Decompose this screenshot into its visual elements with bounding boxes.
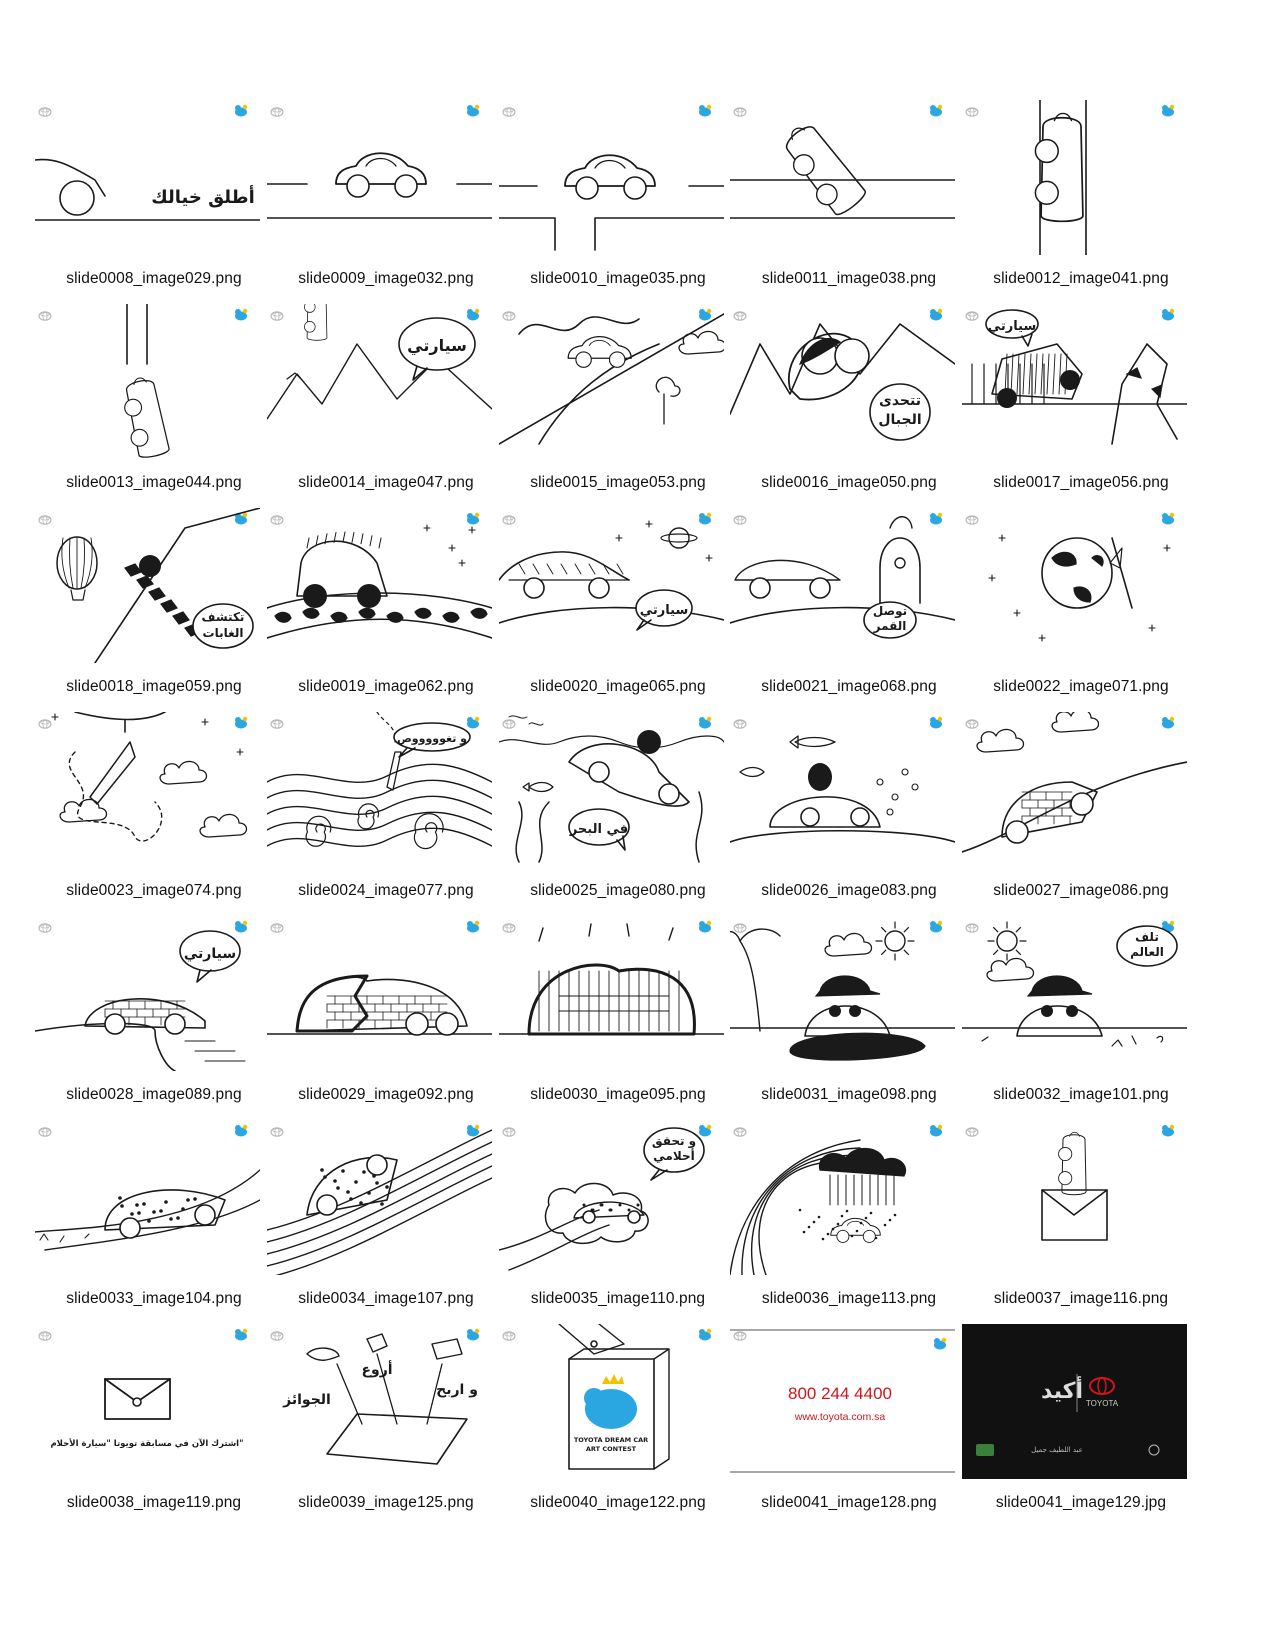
thumbnail-item[interactable] bbox=[32, 304, 276, 494]
slide-caption-text: الجوائز bbox=[283, 1392, 331, 1408]
thumbnail-filename: slide0034_image107.png bbox=[298, 1290, 474, 1307]
thumbnail-filename: slide0014_image047.png bbox=[298, 474, 474, 491]
thumbnail-item[interactable] bbox=[959, 100, 1203, 290]
thumbnail-item[interactable] bbox=[32, 916, 276, 1106]
slide-illustration bbox=[730, 100, 955, 255]
slide-illustration bbox=[962, 916, 1187, 1071]
slide-illustration bbox=[730, 1120, 955, 1275]
toyota-logo-icon bbox=[503, 516, 515, 525]
slide-illustration bbox=[730, 304, 955, 459]
thumbnail-item[interactable] bbox=[727, 916, 971, 1106]
slide-thumbnail[interactable] bbox=[267, 1324, 492, 1479]
speech-bubble-text: توصل bbox=[872, 604, 908, 618]
contest-mascot-icon bbox=[699, 309, 711, 321]
car-drawing bbox=[1002, 782, 1097, 843]
car-drawing bbox=[1059, 1132, 1087, 1194]
thumbnail-filename: slide0035_image110.png bbox=[530, 1290, 706, 1307]
slide-thumbnail[interactable] bbox=[962, 712, 1187, 867]
thumbnail-item[interactable] bbox=[727, 304, 971, 494]
thumbnail-filename: slide0020_image065.png bbox=[530, 678, 706, 695]
slide-illustration bbox=[499, 1324, 724, 1479]
thumbnail-item[interactable] bbox=[264, 916, 508, 1106]
thumbnail-item[interactable] bbox=[496, 1324, 740, 1514]
speech-bubble-text: و تغوووووص bbox=[396, 732, 468, 745]
car-drawing bbox=[805, 976, 890, 1036]
slide-thumbnail[interactable] bbox=[499, 304, 724, 459]
toyota-logo-icon bbox=[503, 312, 515, 321]
slide-thumbnail[interactable] bbox=[499, 100, 724, 255]
phone-number-text: 800 244 4400 bbox=[788, 1384, 892, 1403]
contest-mascot-icon bbox=[467, 513, 479, 525]
contest-mascot-icon bbox=[467, 921, 479, 933]
contest-mascot-icon bbox=[930, 1125, 942, 1137]
contest-mascot-icon bbox=[699, 513, 711, 525]
thumbnail-item[interactable] bbox=[496, 508, 740, 698]
thumbnail-filename: slide0012_image041.png bbox=[993, 270, 1169, 287]
slide-thumbnail[interactable] bbox=[730, 508, 955, 663]
slide-illustration bbox=[267, 304, 492, 459]
contest-mascot-icon bbox=[1162, 513, 1174, 525]
thumbnail-filename: slide0022_image071.png bbox=[993, 678, 1169, 695]
dealer-text: عبد اللطيف جميل bbox=[1031, 1446, 1083, 1454]
speech-bubble-text: سيارتي bbox=[183, 946, 237, 962]
speech-bubble-text: أحلامي bbox=[653, 1149, 695, 1163]
thumbnail-item[interactable] bbox=[264, 100, 508, 290]
toyota-logo-icon bbox=[503, 108, 515, 117]
speech-bubble-text: سيارتي bbox=[639, 603, 689, 618]
slide-thumbnail[interactable] bbox=[499, 508, 724, 663]
thumbnail-item[interactable] bbox=[959, 304, 1203, 494]
slide-illustration bbox=[730, 1324, 955, 1479]
contest-mascot-icon bbox=[930, 717, 942, 729]
slide-thumbnail[interactable] bbox=[730, 304, 955, 459]
thumbnail-filename: slide0008_image029.png bbox=[66, 270, 242, 287]
toyota-logo-icon bbox=[39, 924, 51, 933]
thumbnail-item[interactable] bbox=[32, 508, 276, 698]
toyota-logo-icon bbox=[734, 1128, 746, 1137]
speech-bubble-text: الجبال bbox=[878, 412, 922, 428]
slide-illustration bbox=[35, 508, 260, 663]
slide-thumbnail[interactable] bbox=[267, 916, 492, 1071]
toyota-logo-icon bbox=[39, 108, 51, 117]
thumbnail-item[interactable] bbox=[264, 1120, 508, 1310]
thumbnail-item[interactable] bbox=[264, 712, 508, 902]
toyota-logo-icon bbox=[271, 924, 283, 933]
slide-thumbnail[interactable] bbox=[962, 100, 1187, 255]
slide-thumbnail[interactable] bbox=[499, 1120, 724, 1275]
slide-illustration bbox=[962, 1324, 1187, 1479]
contest-mascot-icon bbox=[699, 105, 711, 117]
slide-thumbnail[interactable] bbox=[962, 304, 1187, 459]
toyota-logo-icon bbox=[734, 1332, 746, 1341]
contest-mascot-icon bbox=[1162, 1125, 1174, 1137]
thumbnail-filename: slide0030_image095.png bbox=[530, 1086, 706, 1103]
slide-illustration bbox=[962, 712, 1187, 867]
slide-illustration bbox=[730, 508, 955, 663]
toyota-logo-icon bbox=[39, 1128, 51, 1137]
contest-mascot-icon bbox=[1162, 309, 1174, 321]
toyota-logo-icon bbox=[39, 1332, 51, 1341]
contest-mascot-icon bbox=[467, 717, 479, 729]
thumbnail-filename: slide0021_image068.png bbox=[761, 678, 937, 695]
car-drawing bbox=[735, 560, 840, 598]
contest-mascot-icon bbox=[1162, 105, 1174, 117]
slide-thumbnail[interactable] bbox=[35, 916, 260, 1071]
slide-thumbnail[interactable] bbox=[267, 508, 492, 663]
slide-thumbnail[interactable] bbox=[962, 508, 1187, 663]
thumbnail-item[interactable] bbox=[496, 100, 740, 290]
car-drawing bbox=[304, 304, 327, 340]
toyota-logo-icon bbox=[39, 312, 51, 321]
thumbnail-filename: slide0029_image092.png bbox=[298, 1086, 474, 1103]
slide-illustration bbox=[962, 100, 1187, 255]
thumbnail-filename: slide0036_image113.png bbox=[761, 1290, 937, 1307]
thumbnail-item[interactable] bbox=[32, 1324, 276, 1514]
slide-illustration bbox=[267, 916, 492, 1071]
slide-caption-text: TOYOTA DREAM CAR bbox=[573, 1436, 649, 1444]
thumbnail-filename: slide0010_image035.png bbox=[530, 270, 706, 287]
toyota-logo-icon bbox=[966, 516, 978, 525]
thumbnail-filename: slide0041_image128.png bbox=[761, 1494, 937, 1511]
slide-thumbnail[interactable] bbox=[35, 712, 260, 867]
thumbnail-item[interactable] bbox=[727, 1120, 971, 1310]
thumbnail-item[interactable] bbox=[496, 1120, 740, 1310]
thumbnail-filename: slide0032_image101.png bbox=[993, 1086, 1169, 1103]
slide-illustration bbox=[35, 1120, 260, 1275]
thumbnail-filename: slide0033_image104.png bbox=[66, 1290, 242, 1307]
toyota-logo-icon bbox=[966, 108, 978, 117]
slide-illustration bbox=[962, 1120, 1187, 1275]
thumbnail-filename: slide0024_image077.png bbox=[298, 882, 474, 899]
toyota-logo-icon bbox=[734, 720, 746, 729]
slide-thumbnail[interactable] bbox=[35, 1120, 260, 1275]
slide-thumbnail[interactable] bbox=[267, 304, 492, 459]
thumbnail-item[interactable] bbox=[496, 304, 740, 494]
toyota-logo-icon bbox=[966, 1128, 978, 1137]
thumbnail-filename: slide0019_image062.png bbox=[298, 678, 474, 695]
slide-thumbnail[interactable] bbox=[730, 1324, 955, 1479]
slide-illustration bbox=[35, 100, 260, 255]
slogan-text: أكيد bbox=[1040, 1379, 1084, 1404]
slide-illustration bbox=[962, 508, 1187, 663]
slide-thumbnail[interactable] bbox=[499, 916, 724, 1071]
slide-thumbnail[interactable] bbox=[267, 1120, 492, 1275]
contest-mascot-icon bbox=[467, 105, 479, 117]
contest-mascot-icon bbox=[467, 309, 479, 321]
thumbnail-filename: slide0039_image125.png bbox=[298, 1494, 474, 1511]
brand-text: TOYOTA bbox=[1085, 1399, 1119, 1408]
car-drawing bbox=[831, 1218, 881, 1242]
thumbnail-filename: slide0013_image044.png bbox=[66, 474, 242, 491]
speech-bubble-text: تتحدى bbox=[879, 393, 921, 409]
toyota-logo-icon bbox=[39, 516, 51, 525]
toyota-logo-icon bbox=[503, 1332, 515, 1341]
contest-mascot-icon bbox=[235, 1329, 247, 1341]
speech-bubble-text: سيارتي bbox=[987, 319, 1037, 334]
toyota-logo-icon bbox=[966, 924, 978, 933]
thumbnail-item[interactable] bbox=[496, 916, 740, 1106]
slide-caption-text: أروع bbox=[361, 1362, 393, 1378]
slide-thumbnail[interactable] bbox=[267, 712, 492, 867]
contest-mascot-icon bbox=[699, 921, 711, 933]
thumbnail-filename: slide0009_image032.png bbox=[298, 270, 474, 287]
slide-illustration bbox=[499, 100, 724, 255]
car-drawing bbox=[775, 119, 868, 221]
speech-bubble-text: سيارتي bbox=[407, 336, 467, 355]
slide-thumbnail[interactable] bbox=[730, 712, 955, 867]
slide-thumbnail[interactable] bbox=[35, 100, 260, 255]
rocket-drawing bbox=[90, 742, 135, 804]
thumbnail-item[interactable] bbox=[727, 1324, 971, 1514]
thumbnail-item[interactable] bbox=[959, 1324, 1203, 1514]
toyota-logo-icon bbox=[39, 720, 51, 729]
contest-mascot-icon bbox=[584, 1374, 637, 1429]
slide-thumbnail[interactable] bbox=[267, 100, 492, 255]
slide-illustration bbox=[35, 712, 260, 867]
thumbnail-item[interactable] bbox=[32, 712, 276, 902]
contest-mascot-icon bbox=[930, 309, 942, 321]
toyota-logo-icon bbox=[966, 720, 978, 729]
slide-illustration bbox=[267, 100, 492, 255]
contest-mascot-icon bbox=[235, 105, 247, 117]
speech-bubble-text: و تحقق bbox=[651, 1134, 697, 1148]
toyota-logo-icon bbox=[503, 720, 515, 729]
speech-bubble-text: الغابات bbox=[202, 626, 244, 640]
contest-mascot-icon bbox=[934, 1338, 946, 1350]
thumbnail-item[interactable] bbox=[727, 712, 971, 902]
slide-thumbnail[interactable] bbox=[499, 1324, 724, 1479]
slide-thumbnail[interactable] bbox=[35, 304, 260, 459]
toyota-logo-icon bbox=[966, 312, 978, 321]
car-drawing bbox=[1035, 113, 1083, 221]
slide-thumbnail[interactable] bbox=[35, 1324, 260, 1479]
contest-mascot-icon bbox=[699, 717, 711, 729]
contest-mascot-icon bbox=[467, 1329, 479, 1341]
slide-caption-text: أطلق خيالك bbox=[151, 187, 255, 208]
toyota-logo-icon bbox=[271, 312, 283, 321]
toyota-logo-icon bbox=[271, 720, 283, 729]
car-drawing bbox=[770, 797, 880, 827]
thumbnail-filename: slide0017_image056.png bbox=[993, 474, 1169, 491]
toyota-logo-icon bbox=[734, 516, 746, 525]
thumbnail-item[interactable] bbox=[959, 508, 1203, 698]
sponsor-logo-icon bbox=[976, 1444, 994, 1456]
car-drawing bbox=[529, 965, 694, 1034]
slide-illustration bbox=[35, 916, 260, 1071]
contest-mascot-icon bbox=[1162, 717, 1174, 729]
thumbnail-item[interactable] bbox=[264, 304, 508, 494]
thumbnail-filename: slide0015_image053.png bbox=[530, 474, 706, 491]
thumbnail-filename: slide0011_image038.png bbox=[761, 270, 937, 287]
slide-illustration bbox=[267, 1120, 492, 1275]
thumbnail-filename: slide0031_image098.png bbox=[761, 1086, 937, 1103]
thumbnail-filename: slide0016_image050.png bbox=[761, 474, 937, 491]
thumbnail-filename: slide0041_image129.jpg bbox=[995, 1494, 1167, 1511]
contest-mascot-icon bbox=[235, 1125, 247, 1137]
contest-mascot-icon bbox=[235, 309, 247, 321]
thumbnail-filename: slide0040_image122.png bbox=[530, 1494, 706, 1511]
thumbnail-item[interactable] bbox=[959, 916, 1203, 1106]
thumbnail-filename: slide0027_image086.png bbox=[993, 882, 1169, 899]
slide-caption-text: و اربح bbox=[436, 1382, 478, 1398]
contest-mascot-icon bbox=[467, 1125, 479, 1137]
thumbnail-filename: slide0026_image083.png bbox=[761, 882, 937, 899]
thumbnail-item[interactable] bbox=[32, 1120, 276, 1310]
slide-thumbnail[interactable] bbox=[499, 712, 724, 867]
thumbnail-item[interactable] bbox=[959, 1120, 1203, 1310]
slide-thumbnail[interactable] bbox=[962, 1324, 1187, 1479]
toyota-logo-icon bbox=[271, 516, 283, 525]
slide-illustration bbox=[730, 916, 955, 1071]
slide-thumbnail[interactable] bbox=[962, 1120, 1187, 1275]
thumbnail-filename: slide0038_image119.png bbox=[66, 1494, 242, 1511]
toyota-logo-icon bbox=[734, 312, 746, 321]
car-drawing bbox=[85, 999, 205, 1034]
website-text: www.toyota.com.sa bbox=[794, 1411, 886, 1423]
slide-caption-text: ART CONTEST bbox=[585, 1445, 637, 1453]
contest-mascot-icon bbox=[930, 105, 942, 117]
contest-mascot-icon bbox=[699, 1125, 711, 1137]
slide-thumbnail[interactable] bbox=[730, 1120, 955, 1275]
toyota-logo-icon bbox=[734, 924, 746, 933]
thumbnail-filename: slide0023_image074.png bbox=[66, 882, 242, 899]
toyota-logo-icon bbox=[734, 108, 746, 117]
slide-illustration bbox=[499, 508, 724, 663]
car-drawing bbox=[568, 337, 631, 368]
car-drawing bbox=[119, 375, 170, 459]
slide-illustration bbox=[499, 712, 724, 867]
slide-illustration bbox=[499, 1120, 724, 1275]
thumbnail-item[interactable] bbox=[32, 100, 276, 290]
slide-thumbnail[interactable] bbox=[35, 508, 260, 663]
slide-caption-text: اشترك الآن في مسابقة تويوتا "سيارة الأحلام" bbox=[50, 1439, 244, 1449]
speech-bubble-text: تكتشف bbox=[201, 610, 245, 624]
slide-illustration bbox=[499, 304, 724, 459]
thumbnail-filename: slide0025_image080.png bbox=[530, 882, 706, 899]
slide-thumbnail[interactable] bbox=[730, 100, 955, 255]
car-drawing bbox=[565, 155, 655, 199]
slide-illustration bbox=[962, 304, 1187, 459]
toyota-logo-icon bbox=[503, 1128, 515, 1137]
slide-illustration bbox=[267, 712, 492, 867]
car-drawing bbox=[297, 532, 387, 608]
toyota-logo-icon bbox=[271, 1128, 283, 1137]
thumbnail-item[interactable] bbox=[264, 1324, 508, 1514]
slide-illustration bbox=[35, 1324, 260, 1479]
slide-illustration bbox=[499, 916, 724, 1071]
car-drawing bbox=[574, 1202, 644, 1223]
thumbnail-item[interactable] bbox=[727, 100, 971, 290]
thumbnail-filename: slide0018_image059.png bbox=[66, 678, 242, 695]
slide-illustration bbox=[730, 712, 955, 867]
toyota-logo-icon bbox=[271, 108, 283, 117]
car-drawing bbox=[1017, 976, 1102, 1036]
slide-illustration bbox=[267, 508, 492, 663]
thumbnail-item[interactable] bbox=[727, 508, 971, 698]
speech-bubble-text: القمر bbox=[873, 619, 907, 633]
contest-mascot-icon bbox=[930, 921, 942, 933]
slide-thumbnail[interactable] bbox=[730, 916, 955, 1071]
toyota-logo-icon bbox=[503, 924, 515, 933]
thumbnail-filename: slide0028_image089.png bbox=[66, 1086, 242, 1103]
speech-bubble-text: تلف bbox=[1135, 930, 1159, 944]
car-drawing bbox=[336, 153, 426, 197]
thumbnail-item[interactable] bbox=[496, 712, 740, 902]
slide-illustration bbox=[35, 304, 260, 459]
thumbnail-item[interactable] bbox=[264, 508, 508, 698]
contest-mascot-icon bbox=[930, 513, 942, 525]
thumbnail-filename: slide0037_image116.png bbox=[993, 1290, 1169, 1307]
car-drawing bbox=[992, 344, 1082, 408]
speech-bubble-text: العالم bbox=[1130, 945, 1164, 959]
contest-mascot-icon bbox=[235, 921, 247, 933]
speech-bubble-text: في البحر bbox=[569, 822, 629, 837]
thumbnail-item[interactable] bbox=[959, 712, 1203, 902]
slide-thumbnail[interactable] bbox=[962, 916, 1187, 1071]
contest-mascot-icon bbox=[235, 717, 247, 729]
contest-mascot-icon bbox=[699, 1329, 711, 1341]
slide-illustration bbox=[267, 1324, 492, 1479]
toyota-logo-icon bbox=[271, 1332, 283, 1341]
